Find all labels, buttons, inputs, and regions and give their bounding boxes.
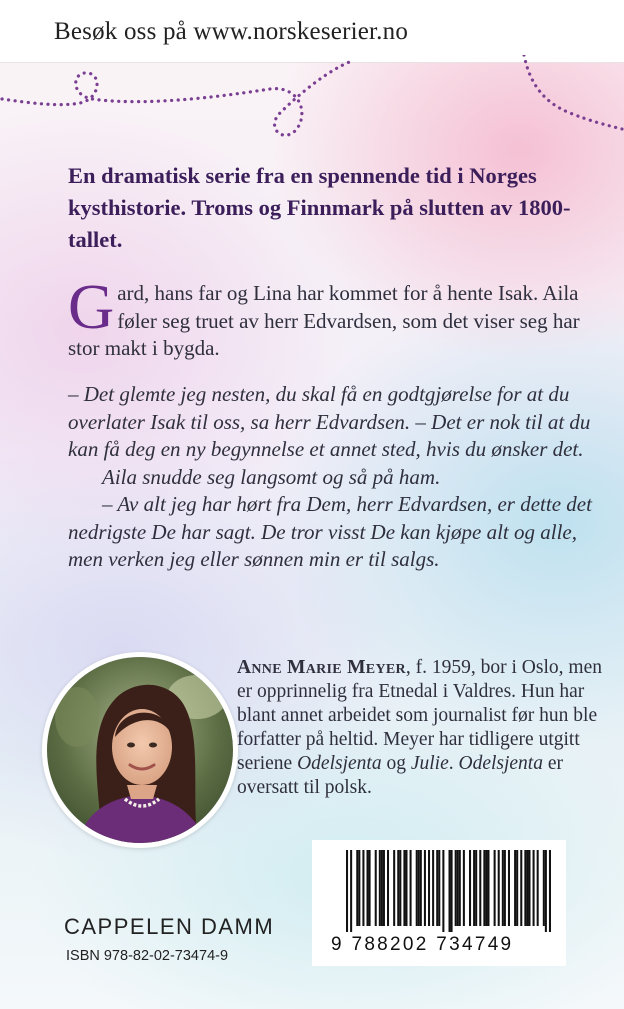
barcode-bar xyxy=(416,850,418,926)
barcode xyxy=(312,840,566,966)
barcode-bar xyxy=(463,850,465,926)
barcode-bar xyxy=(449,850,451,932)
series-lead-text: En dramatisk serie fra en spennende tid i Norges kysthistorie. Troms og Finnmark på slutten av 1800-tallet. xyxy=(68,163,571,252)
barcode-bar xyxy=(418,850,420,926)
author-name: Anne Marie Meyer xyxy=(237,657,406,678)
barcode-bar xyxy=(459,850,461,926)
barcode-bar xyxy=(350,850,352,932)
barcode-bar xyxy=(457,850,459,926)
barcode-bar xyxy=(473,850,475,926)
barcode-bar xyxy=(498,850,500,926)
website-banner xyxy=(0,0,624,63)
author-photo xyxy=(42,652,238,848)
series-title-3: Odelsjenta xyxy=(458,753,543,774)
barcode-bar xyxy=(543,850,545,926)
bio-text-2: og xyxy=(381,753,411,774)
barcode-bar xyxy=(405,850,407,926)
barcode-bar xyxy=(381,850,383,926)
barcode-bar xyxy=(387,850,389,926)
intro-paragraph xyxy=(68,271,598,363)
barcode-bar xyxy=(383,850,385,926)
barcode-bar xyxy=(403,850,405,926)
series-title-1: Odelsjenta xyxy=(297,753,382,774)
barcode-bar xyxy=(526,850,528,926)
bio-text-4: er oversatt til polsk. xyxy=(237,753,563,798)
dotted-swirl-ornament xyxy=(0,55,624,145)
series-title-2: Julie xyxy=(410,753,449,774)
dialogue-paragraph-3: – Av alt jeg har hørt fra Dem, herr Edvardsen, er dette det nedrigste De har sagt. De tror visst De kan kjøpe alt og alle, men verken jeg eller sønnen min er til salgs. xyxy=(68,492,592,571)
barcode-bar xyxy=(533,850,535,926)
barcode-bar xyxy=(424,850,426,926)
barcode-bar xyxy=(379,850,381,926)
barcode-bar xyxy=(438,850,440,926)
barcode-bar xyxy=(514,850,516,926)
barcode-bars xyxy=(312,840,566,940)
barcode-bar xyxy=(367,850,369,926)
barcode-bar xyxy=(494,850,496,926)
dialogue-paragraph-2: Aila snudde seg langsomt og så på ham. xyxy=(102,464,441,489)
barcode-bar xyxy=(362,850,364,926)
isbn-number: ISBN 978-82-02-73474-9 xyxy=(66,948,229,964)
drop-cap-letter: G xyxy=(68,271,115,342)
website-url-text: Besøk oss på www.norskeserier.no xyxy=(54,18,409,45)
barcode-bar xyxy=(516,850,518,926)
barcode-bar xyxy=(358,850,360,926)
barcode-bar xyxy=(399,850,401,926)
bio-text-1: , f. 1959, bor i Oslo, men er opprinnelig fra Etnedal i Valdres. Hun har blant annet arbeidet som journalist før hun ble forfatter på heltid. Meyer har tidligere utgitt seriene xyxy=(237,657,602,774)
barcode-bar xyxy=(504,850,506,926)
barcode-bar xyxy=(455,850,457,926)
barcode-bar xyxy=(375,850,377,926)
barcode-bar xyxy=(537,850,539,926)
barcode-bar xyxy=(487,850,489,926)
author-bio xyxy=(237,656,607,800)
barcode-bar xyxy=(442,850,444,932)
barcode-bar xyxy=(432,850,434,926)
barcode-bar xyxy=(397,850,399,926)
barcode-bar xyxy=(520,850,522,926)
barcode-bar xyxy=(545,850,547,932)
dialogue-paragraph-1: – Det glemte jeg nesten, du skal få en godtgjørelse for at du overlater Isak til oss, sa herr Edvardsen. – Det er nok til at du kan få deg en ny begynnelse et annet sted, hvis du ønsker det. xyxy=(68,382,591,461)
barcode-bar xyxy=(475,850,477,926)
dialogue-excerpt xyxy=(68,381,603,574)
barcode-bar xyxy=(420,850,422,926)
barcode-bar xyxy=(528,850,530,926)
barcode-bar xyxy=(549,850,551,932)
barcode-bar xyxy=(451,850,453,932)
barcode-bar xyxy=(346,850,348,932)
barcode-bar xyxy=(410,850,412,926)
barcode-bar xyxy=(502,850,504,926)
barcode-bar xyxy=(356,850,358,926)
barcode-bar xyxy=(508,850,510,926)
barcode-bar xyxy=(485,850,487,926)
barcode-bar xyxy=(524,850,526,926)
barcode-bar xyxy=(436,850,438,926)
barcode-bar xyxy=(469,850,471,926)
intro-text: ard, hans far og Lina har kommet for å hente Isak. Aila føler seg truet av herr Edvardsen, som det viser seg har stor makt i bygda. xyxy=(68,281,580,360)
barcode-bar xyxy=(483,850,485,926)
barcode-bar xyxy=(428,850,430,926)
barcode-digits: 9 788202 734749 xyxy=(331,934,514,955)
barcode-bar xyxy=(393,850,395,926)
publisher-logo: CAPPELEN DAMM xyxy=(64,914,275,939)
barcode-bar xyxy=(479,850,481,926)
bio-text-3: . xyxy=(448,753,459,774)
barcode-bar xyxy=(369,850,371,926)
